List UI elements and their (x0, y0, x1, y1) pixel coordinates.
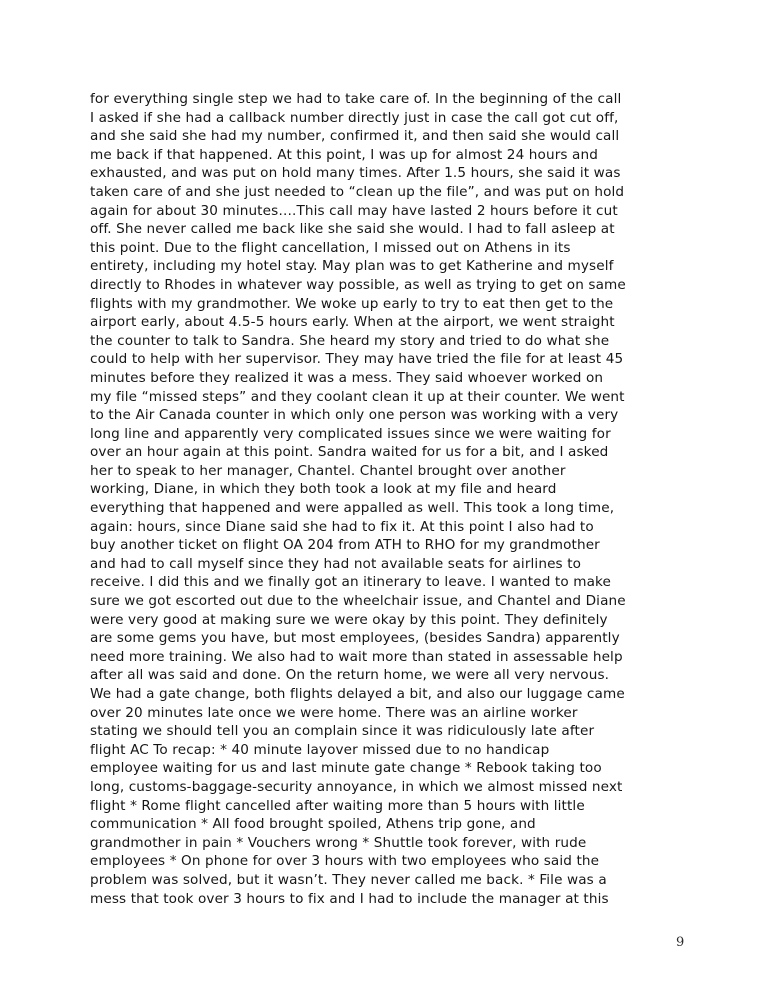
text-line: flight AC To recap: * 40 minute layover missed due to no handicap (90, 741, 550, 758)
text-line: employee waiting for us and last minute gate change * Rebook taking too (90, 760, 602, 777)
text-line: again for about 30 minutes….This call may have lasted 2 hours before it cut (90, 202, 618, 219)
text-line: employees * On phone for over 3 hours with two employees who said the (90, 853, 600, 870)
text-line: We had a gate change, both flights delayed a bit, and also our luggage came (90, 686, 625, 702)
text-line: working, Diane, in which they both took a look at my file and heard (90, 481, 557, 498)
text-line: over an hour again at this point. Sandra waited for us for a bit, and I asked (90, 444, 609, 461)
text-line: problem was solved, but it wasn’t. They never called me back. * File was a (90, 871, 607, 888)
text-line: I asked if she had a callback number directly just in case the call got cut off, (90, 109, 619, 126)
text-line: are some gems you have, but most employees, (besides Sandra) apparently (90, 630, 620, 647)
text-line: entirety, including my hotel stay. May plan was to get Katherine and myself (90, 258, 614, 275)
text-line: after all was said and done. On the return home, we were all very nervous. (90, 667, 610, 684)
text-line: her to speak to her manager, Chantel. Chantel brought over another (90, 462, 566, 479)
text-line: were very good at making sure we were okay by this point. They definitely (90, 611, 608, 628)
text-line: exhausted, and was put on hold many times. After 1.5 hours, she said it was (90, 165, 621, 182)
text-line: receive. I did this and we finally got an itinerary to leave. I wanted to make (90, 574, 612, 591)
text-line: directly to Rhodes in whatever way possible, as well as trying to get on same (90, 276, 626, 293)
text-line: could to help with her supervisor. They may have tried the file for at least 45 (90, 351, 624, 368)
text-line: flights with my grandmother. We woke up early to try to eat then get to the (90, 295, 614, 312)
text-line: need more training. We also had to wait more than stated in assessable help (90, 648, 623, 665)
text-line: buy another ticket on flight OA 204 from ATH to RHO for my grandmother (90, 537, 600, 554)
document-body-text (90, 90, 700, 908)
text-line: this point. Due to the flight cancellation, I missed out on Athens in its (90, 239, 571, 256)
text-line: the counter to talk to Sandra. She heard my story and tried to do what she (90, 332, 610, 349)
text-line: my file “missed steps” and they coolant clean it up at their counter. We went (90, 388, 625, 405)
text-line: stating we should tell you an complain since it was ridiculously late after (90, 723, 595, 740)
text-line: everything that happened and were appalled as well. This took a long time, (90, 500, 615, 517)
text-line: minutes before they realized it was a mess. They said whoever worked on (90, 369, 604, 386)
text-line: over 20 minutes late once we were home. There was an airline worker (90, 704, 578, 721)
text-line: airport early, about 4.5-5 hours early. When at the airport, we went straight (90, 314, 615, 331)
text-line: flight * Rome flight cancelled after waiting more than 5 hours with little (90, 797, 585, 814)
text-line: off. She never called me back like she said she would. I had to fall asleep at (90, 221, 615, 238)
text-line: communication * All food brought spoiled, Athens trip gone, and (90, 816, 536, 833)
page-number: 9 (676, 935, 685, 950)
text-line: to the Air Canada counter in which only one person was working with a very (90, 407, 619, 424)
text-line: grandmother in pain * Vouchers wrong * Shuttle took forever, with rude (90, 834, 587, 851)
text-line: and had to call myself since they had not available seats for airlines to (90, 555, 582, 572)
text-line: me back if that happened. At this point, I was up for almost 24 hours and (90, 146, 598, 163)
text-line: mess that took over 3 hours to fix and I had to include the manager at this (90, 890, 609, 907)
text-line: taken care of and she just needed to “clean up the file”, and was put on hold (90, 183, 625, 200)
text-line: long line and apparently very complicated issues since we were waiting for (90, 425, 611, 442)
text-line: sure we got escorted out due to the wheelchair issue, and Chantel and Diane (90, 593, 626, 610)
text-line: again: hours, since Diane said she had to fix it. At this point I also had to (90, 518, 594, 535)
text-line: and she said she had my number, confirmed it, and then said she would call (90, 128, 620, 145)
text-line: long, customs-baggage-security annoyance, in which we almost missed next (90, 778, 623, 795)
text-line: for everything single step we had to take care of. In the beginning of the call (90, 91, 622, 107)
